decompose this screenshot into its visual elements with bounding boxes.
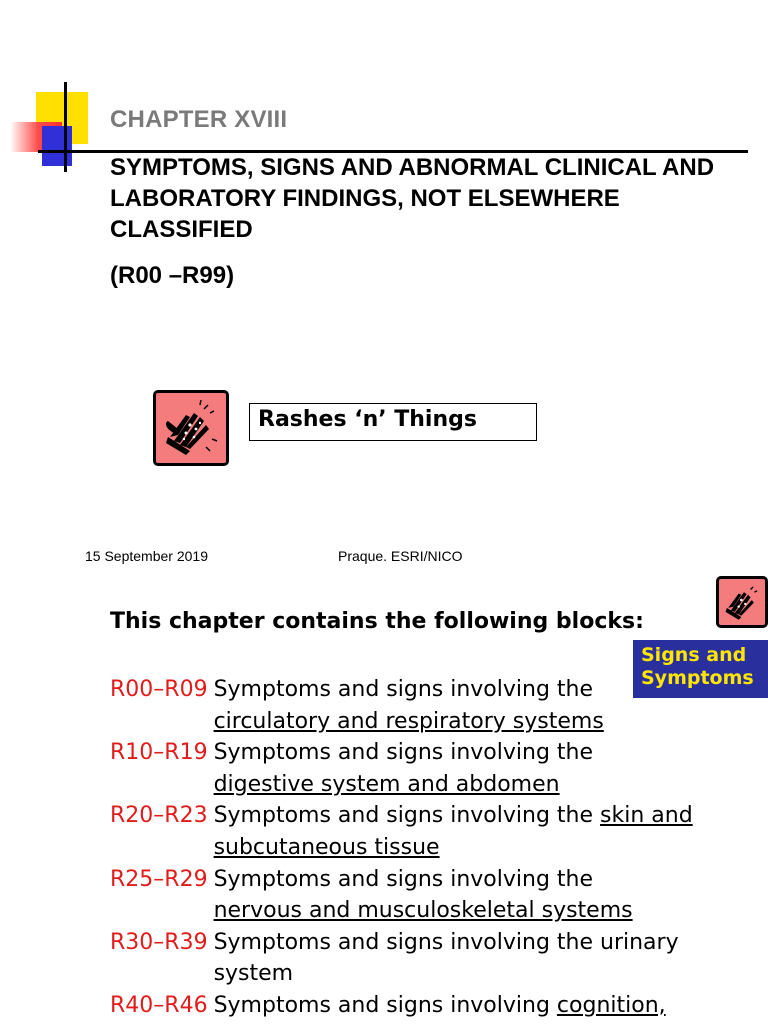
block-code: R10–R19 xyxy=(110,740,208,766)
badge-line-1: Signs and xyxy=(641,644,747,666)
block-desc xyxy=(208,674,604,737)
decor-vertical-line xyxy=(64,82,67,172)
block-desc xyxy=(208,990,666,1022)
blocks-intro: This chapter contains the following blocks: xyxy=(110,609,644,634)
block-list xyxy=(110,674,730,1022)
block-link[interactable]: cognition, xyxy=(556,992,666,1018)
block-desc-text: Symptoms and signs involving the xyxy=(213,740,594,766)
footer-org: Praque. ESRI/NICO xyxy=(338,548,463,564)
block-item xyxy=(110,927,730,990)
block-link[interactable]: skin and subcutaneous tissue xyxy=(213,803,693,860)
block-desc xyxy=(208,864,633,927)
chapter-label: CHAPTER XVIII xyxy=(110,106,288,133)
block-code: R40–R46 xyxy=(110,992,208,1018)
code-range: (R00 –R99) xyxy=(110,262,235,289)
block-desc-text: Symptoms and signs involving the xyxy=(213,866,594,892)
block-code: R00–R09 xyxy=(110,677,208,702)
hand-rash-icon xyxy=(153,390,229,466)
block-link[interactable]: nervous and musculoskeletal systems xyxy=(213,898,633,924)
block-code: R30–R39 xyxy=(110,929,208,955)
footer-date: 15 September 2019 xyxy=(85,548,208,564)
block-desc: Symptoms and signs involving the urinary system xyxy=(213,929,679,987)
block-link[interactable]: circulatory and respiratory systems xyxy=(213,708,604,734)
decor-blue-square xyxy=(42,126,72,166)
block-code: R25–R29 xyxy=(110,866,208,892)
block-desc xyxy=(208,800,730,863)
block-link[interactable]: digestive system and abdomen xyxy=(213,771,560,797)
badge-line-2: Symptoms xyxy=(641,667,754,689)
block-item xyxy=(110,990,730,1022)
chapter-title: SYMPTOMS, SIGNS AND ABNORMAL CLINICAL AND LABORATORY FINDINGS, NOT ELSEWHERE CLASSIFIED xyxy=(110,154,715,243)
block-code: R20–R23 xyxy=(110,803,208,829)
block-item xyxy=(110,674,730,737)
block-item xyxy=(110,800,730,863)
callout-label: Rashes ‘n’ Things xyxy=(258,407,477,432)
block-item xyxy=(110,864,730,927)
block-desc-text: Symptoms and signs involving the xyxy=(213,803,594,829)
block-desc xyxy=(208,737,593,800)
hand-rash-icon-small xyxy=(716,576,768,628)
block-desc-text: Symptoms and signs involving xyxy=(213,992,550,1018)
block-desc-text: Symptoms and signs involving the xyxy=(213,677,594,702)
block-item xyxy=(110,737,730,800)
